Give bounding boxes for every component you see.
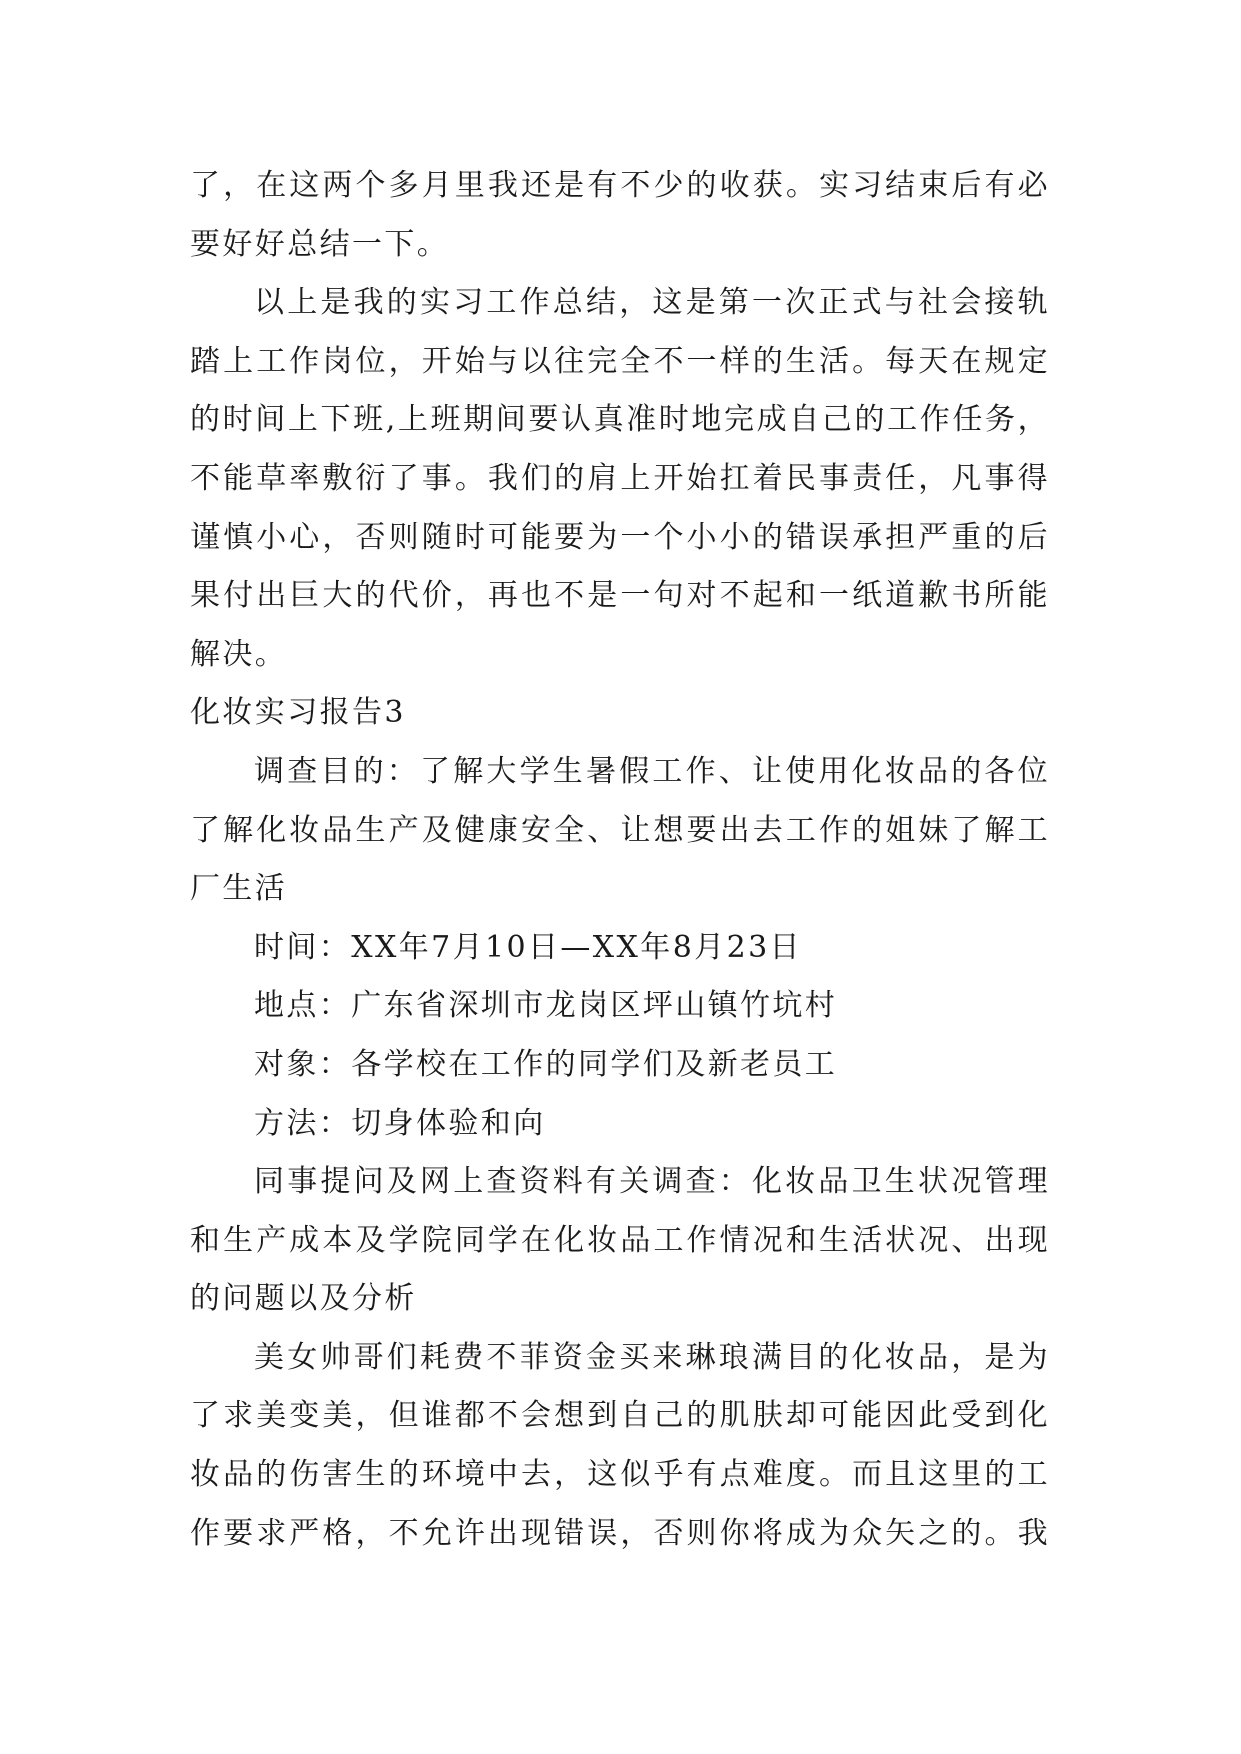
text-line: 的问题以及分析 bbox=[190, 1281, 417, 1317]
text-line: 要好好总结一下。 bbox=[190, 226, 450, 262]
text-line: 谨慎小心，否则随时可能要为一个小小的错误承担严重的后 bbox=[190, 519, 1050, 555]
survey-time-line: 时间：XX年7月10日—XX年8月23日 bbox=[254, 929, 802, 965]
paragraph-start-line: 调查目的：了解大学生暑假工作、让使用化妆品的各位 bbox=[254, 753, 1050, 789]
text-line: 了求美变美，但谁都不会想到自己的肌肤却可能因此受到化 bbox=[190, 1398, 1050, 1434]
survey-target-line: 对象：各学校在工作的同学们及新老员工 bbox=[254, 1046, 838, 1082]
text-line: 和生产成本及学院同学在化妆品工作情况和生活状况、出现 bbox=[190, 1222, 1050, 1258]
text-line: 的时间上下班,上班期间要认真准时地完成自己的工作任务， bbox=[190, 402, 1050, 438]
survey-method-line: 方法：切身体验和向 bbox=[254, 1105, 546, 1141]
text-line: 踏上工作岗位，开始与以往完全不一样的生活。每天在规定 bbox=[190, 343, 1050, 379]
paragraph-start-line: 同事提问及网上查资料有关调查：化妆品卫生状况管理 bbox=[254, 1164, 1050, 1200]
text-line: 果付出巨大的代价，再也不是一句对不起和一纸道歉书所能 bbox=[190, 578, 1050, 614]
text-line: 了解化妆品生产及健康安全、让想要出去工作的姐妹了解工 bbox=[190, 812, 1050, 848]
text-line: 不能草率敷衍了事。我们的肩上开始扛着民事责任，凡事得 bbox=[190, 460, 1050, 496]
paragraph-start-line: 美女帅哥们耗费不菲资金买来琳琅满目的化妆品，是为 bbox=[254, 1339, 1050, 1375]
text-line: 厂生活 bbox=[190, 871, 288, 907]
paragraph-start-line: 以上是我的实习工作总结，这是第一次正式与社会接轨 bbox=[254, 285, 1050, 321]
text-line: 作要求严格，不允许出现错误，否则你将成为众矢之的。我 bbox=[190, 1515, 1050, 1551]
text-line: 妆品的伤害生的环境中去，这似乎有点难度。而且这里的工 bbox=[190, 1457, 1050, 1493]
survey-location-line: 地点：广东省深圳市龙岗区坪山镇竹坑村 bbox=[254, 988, 838, 1024]
text-line: 了，在这两个多月里我还是有不少的收获。实习结束后有必 bbox=[190, 168, 1050, 203]
document-body bbox=[190, 157, 1050, 1563]
section-heading: 化妆实习报告3 bbox=[190, 695, 406, 731]
text-line: 解决。 bbox=[190, 636, 288, 672]
